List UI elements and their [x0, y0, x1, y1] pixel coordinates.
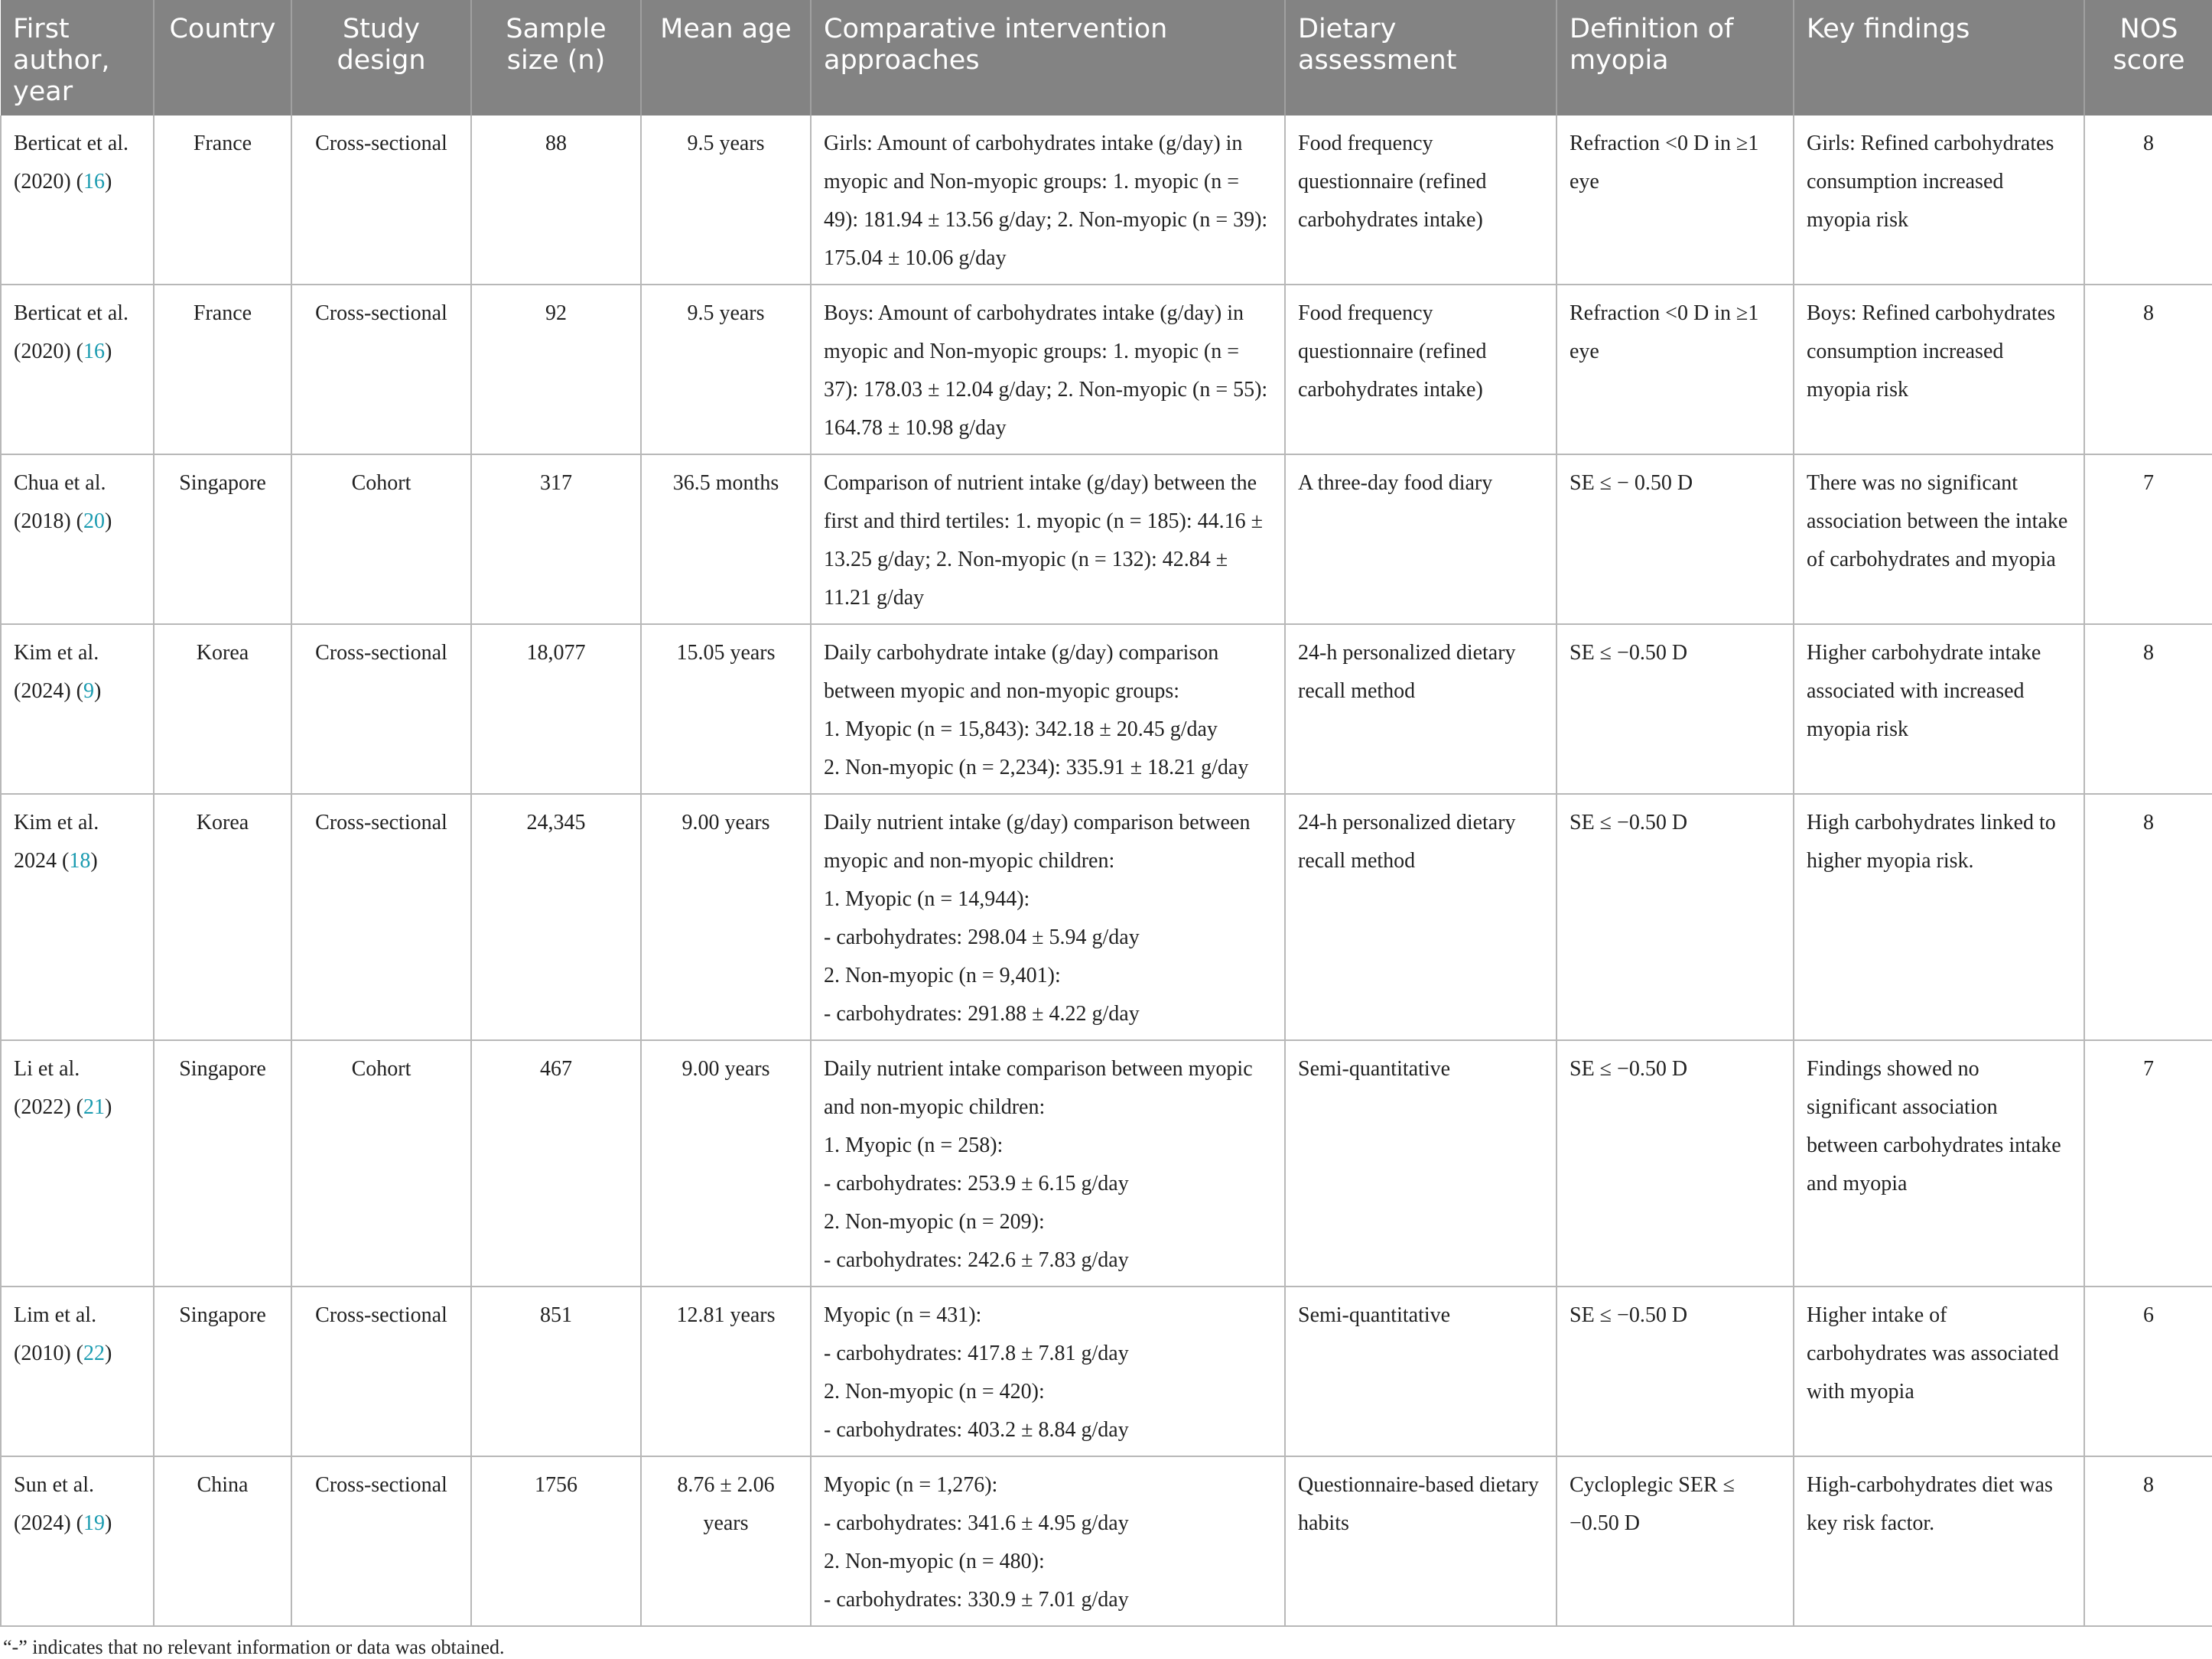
dietary-cell: Food frequency questionnaire (refined carbohydrates intake): [1285, 115, 1557, 285]
sample-size-cell: 317: [471, 454, 641, 624]
country-cell: Singapore: [154, 1287, 291, 1456]
header-mean-age: Mean age: [641, 0, 811, 115]
table-row: [1, 624, 2212, 794]
table-row: [1, 794, 2212, 1040]
country-cell: Singapore: [154, 454, 291, 624]
country-cell: France: [154, 285, 291, 454]
country-cell: Korea: [154, 794, 291, 1040]
approach-cell: [811, 794, 1285, 1040]
approach-line: - carbohydrates: 298.04 ± 5.94 g/day: [824, 925, 1140, 949]
reference-link[interactable]: 20: [83, 509, 105, 533]
author-cell: Berticat et al. (2020) (16): [1, 285, 154, 454]
definition-cell: SE ≤ −0.50 D: [1557, 794, 1794, 1040]
definition-cell: SE ≤ −0.50 D: [1557, 1287, 1794, 1456]
reference-link[interactable]: 9: [83, 679, 94, 703]
header-dietary: Dietary assessment: [1285, 0, 1557, 115]
nos-cell: 8: [2084, 285, 2212, 454]
nos-cell: 7: [2084, 1040, 2212, 1287]
approach-line: Comparison of nutrient intake (g/day) between the first and third tertiles: 1. myopic (n = 185): 44.16 ± 13.25 g/day; 2. Non-myopic (n = 132): 42.84 ± 11.21 g/day: [824, 471, 1263, 610]
country-cell: Singapore: [154, 1040, 291, 1287]
approach-line: Boys: Amount of carbohydrates intake (g/day) in myopic and Non-myopic groups: 1. myopic (n = 37): 178.03 ± 12.04 g/day; 2. Non-myopic (n = 55): 164.78 ± 10.98 g/day: [824, 301, 1268, 440]
approach-cell: [811, 1287, 1285, 1456]
reference-link[interactable]: 21: [83, 1095, 105, 1119]
definition-cell: SE ≤ − 0.50 D: [1557, 454, 1794, 624]
dietary-cell: Semi-quantitative: [1285, 1040, 1557, 1287]
approach-line: 1. Myopic (n = 15,843): 342.18 ± 20.45 g/day: [824, 717, 1218, 741]
approach-cell: [811, 624, 1285, 794]
design-cell: Cohort: [291, 454, 471, 624]
author-cell: Kim et al. (2024) (9): [1, 624, 154, 794]
mean-age-cell: 36.5 months: [641, 454, 811, 624]
header-approaches: Comparative intervention approaches: [811, 0, 1285, 115]
approach-line: Daily carbohydrate intake (g/day) comparison between myopic and non-myopic groups:: [824, 641, 1219, 703]
findings-cell: Findings showed no significant association between carbohydrates intake and myopia: [1794, 1040, 2084, 1287]
design-cell: Cross-sectional: [291, 115, 471, 285]
reference-link[interactable]: 18: [69, 849, 91, 873]
nos-cell: 8: [2084, 1456, 2212, 1626]
author-text: Berticat et al. (2020) (: [14, 301, 129, 363]
header-findings: Key findings: [1794, 0, 2084, 115]
findings-cell: Higher carbohydrate intake associated with increased myopia risk: [1794, 624, 2084, 794]
design-cell: Cross-sectional: [291, 1287, 471, 1456]
mean-age-cell: 9.5 years: [641, 285, 811, 454]
reference-link[interactable]: 22: [83, 1342, 105, 1365]
approach-line: 2. Non-myopic (n = 420):: [824, 1380, 1045, 1404]
definition-cell: SE ≤ −0.50 D: [1557, 624, 1794, 794]
sample-size-cell: 467: [471, 1040, 641, 1287]
mean-age-cell: 9.00 years: [641, 794, 811, 1040]
table-row: [1, 1456, 2212, 1626]
findings-cell: Girls: Refined carbohydrates consumption increased myopia risk: [1794, 115, 2084, 285]
approach-cell: [811, 1456, 1285, 1626]
findings-cell: High carbohydrates linked to higher myopia risk.: [1794, 794, 2084, 1040]
nos-cell: 6: [2084, 1287, 2212, 1456]
findings-cell: High-carbohydrates diet was key risk factor.: [1794, 1456, 2084, 1626]
approach-cell: [811, 454, 1285, 624]
sample-size-cell: 1756: [471, 1456, 641, 1626]
author-cell: Li et al. (2022) (21): [1, 1040, 154, 1287]
approach-cell: [811, 115, 1285, 285]
dietary-cell: 24-h personalized dietary recall method: [1285, 624, 1557, 794]
approach-cell: [811, 1040, 1285, 1287]
author-cell: Berticat et al. (2020) (16): [1, 115, 154, 285]
table-row: [1, 1040, 2212, 1287]
approach-line: Myopic (n = 431):: [824, 1303, 982, 1327]
country-cell: China: [154, 1456, 291, 1626]
sample-size-cell: 92: [471, 285, 641, 454]
table-row: [1, 115, 2212, 285]
approach-line: 1. Myopic (n = 14,944):: [824, 887, 1030, 911]
design-cell: Cross-sectional: [291, 794, 471, 1040]
sample-size-cell: 88: [471, 115, 641, 285]
header-author: First author, year: [1, 0, 154, 115]
country-cell: France: [154, 115, 291, 285]
approach-line: 1. Myopic (n = 258):: [824, 1134, 1004, 1157]
header-design: Study design: [291, 0, 471, 115]
approach-cell: [811, 285, 1285, 454]
author-cell: Lim et al. (2010) (22): [1, 1287, 154, 1456]
author-text: Lim et al. (2010) (: [14, 1303, 97, 1365]
table-body: [1, 115, 2212, 1626]
sample-size-cell: 851: [471, 1287, 641, 1456]
design-cell: Cross-sectional: [291, 1456, 471, 1626]
reference-link[interactable]: 16: [83, 170, 105, 194]
header-row: [1, 0, 2212, 115]
approach-line: 2. Non-myopic (n = 480):: [824, 1550, 1045, 1573]
header-country: Country: [154, 0, 291, 115]
findings-cell: Boys: Refined carbohydrates consumption increased myopia risk: [1794, 285, 2084, 454]
author-cell: Sun et al. (2024) (19): [1, 1456, 154, 1626]
mean-age-cell: 9.5 years: [641, 115, 811, 285]
nos-cell: 8: [2084, 115, 2212, 285]
mean-age-cell: 8.76 ± 2.06 years: [641, 1456, 811, 1626]
nos-cell: 8: [2084, 624, 2212, 794]
table-footnote: “-” indicates that no relevant information or data was obtained.: [3, 1636, 505, 1658]
sample-size-cell: 18,077: [471, 624, 641, 794]
author-text: Sun et al. (2024) (: [14, 1473, 94, 1535]
table-row: [1, 454, 2212, 624]
dietary-cell: Food frequency questionnaire (refined carbohydrates intake): [1285, 285, 1557, 454]
header-sample-size: Sample size (n): [471, 0, 641, 115]
author-text: Chua et al. (2018) (: [14, 471, 106, 533]
mean-age-cell: 15.05 years: [641, 624, 811, 794]
approach-line: - carbohydrates: 417.8 ± 7.81 g/day: [824, 1342, 1129, 1365]
definition-cell: Cycloplegic SER ≤ −0.50 D: [1557, 1456, 1794, 1626]
design-cell: Cohort: [291, 1040, 471, 1287]
author-text: Kim et al. 2024 (: [14, 811, 99, 873]
findings-cell: Higher intake of carbohydrates was associated with myopia: [1794, 1287, 2084, 1456]
author-text: Kim et al. (2024) (: [14, 641, 99, 703]
reference-link[interactable]: 19: [83, 1511, 105, 1535]
approach-line: Girls: Amount of carbohydrates intake (g/day) in myopic and Non-myopic groups: 1. myopic (n = 49): 181.94 ± 13.56 g/day; 2. Non-myopic (n = 39): 175.04 ± 10.06 g/day: [824, 132, 1268, 270]
author-cell: Kim et al. 2024 (18): [1, 794, 154, 1040]
mean-age-cell: 9.00 years: [641, 1040, 811, 1287]
design-cell: Cross-sectional: [291, 624, 471, 794]
approach-line: - carbohydrates: 330.9 ± 7.01 g/day: [824, 1588, 1129, 1612]
approach-line: - carbohydrates: 291.88 ± 4.22 g/day: [824, 1002, 1140, 1026]
nos-cell: 8: [2084, 794, 2212, 1040]
definition-cell: Refraction <0 D in ≥1 eye: [1557, 115, 1794, 285]
definition-cell: Refraction <0 D in ≥1 eye: [1557, 285, 1794, 454]
approach-line: Myopic (n = 1,276):: [824, 1473, 998, 1497]
approach-line: - carbohydrates: 403.2 ± 8.84 g/day: [824, 1418, 1129, 1442]
dietary-cell: Semi-quantitative: [1285, 1287, 1557, 1456]
design-cell: Cross-sectional: [291, 285, 471, 454]
dietary-cell: Questionnaire-based dietary habits: [1285, 1456, 1557, 1626]
header-definition: Definition of myopia: [1557, 0, 1794, 115]
table-row: [1, 285, 2212, 454]
dietary-cell: A three-day food diary: [1285, 454, 1557, 624]
approach-line: 2. Non-myopic (n = 209):: [824, 1210, 1045, 1234]
author-cell: Chua et al. (2018) (20): [1, 454, 154, 624]
approach-line: - carbohydrates: 341.6 ± 4.95 g/day: [824, 1511, 1129, 1535]
table-row: [1, 1287, 2212, 1456]
sample-size-cell: 24,345: [471, 794, 641, 1040]
reference-link[interactable]: 16: [83, 340, 105, 363]
nos-cell: 7: [2084, 454, 2212, 624]
author-text: Berticat et al. (2020) (: [14, 132, 129, 194]
definition-cell: SE ≤ −0.50 D: [1557, 1040, 1794, 1287]
approach-line: Daily nutrient intake (g/day) comparison between myopic and non-myopic children:: [824, 811, 1251, 873]
findings-cell: There was no significant association between the intake of carbohydrates and myopia: [1794, 454, 2084, 624]
approach-line: - carbohydrates: 242.6 ± 7.83 g/day: [824, 1248, 1129, 1272]
header-nos: NOS score: [2084, 0, 2212, 115]
country-cell: Korea: [154, 624, 291, 794]
approach-line: 2. Non-myopic (n = 9,401):: [824, 964, 1061, 987]
approach-line: Daily nutrient intake comparison between myopic and non-myopic children:: [824, 1057, 1253, 1119]
approach-line: 2. Non-myopic (n = 2,234): 335.91 ± 18.21 g/day: [824, 756, 1249, 779]
approach-line: - carbohydrates: 253.9 ± 6.15 g/day: [824, 1172, 1129, 1195]
mean-age-cell: 12.81 years: [641, 1287, 811, 1456]
dietary-cell: 24-h personalized dietary recall method: [1285, 794, 1557, 1040]
author-text: Li et al. (2022) (: [14, 1057, 83, 1119]
